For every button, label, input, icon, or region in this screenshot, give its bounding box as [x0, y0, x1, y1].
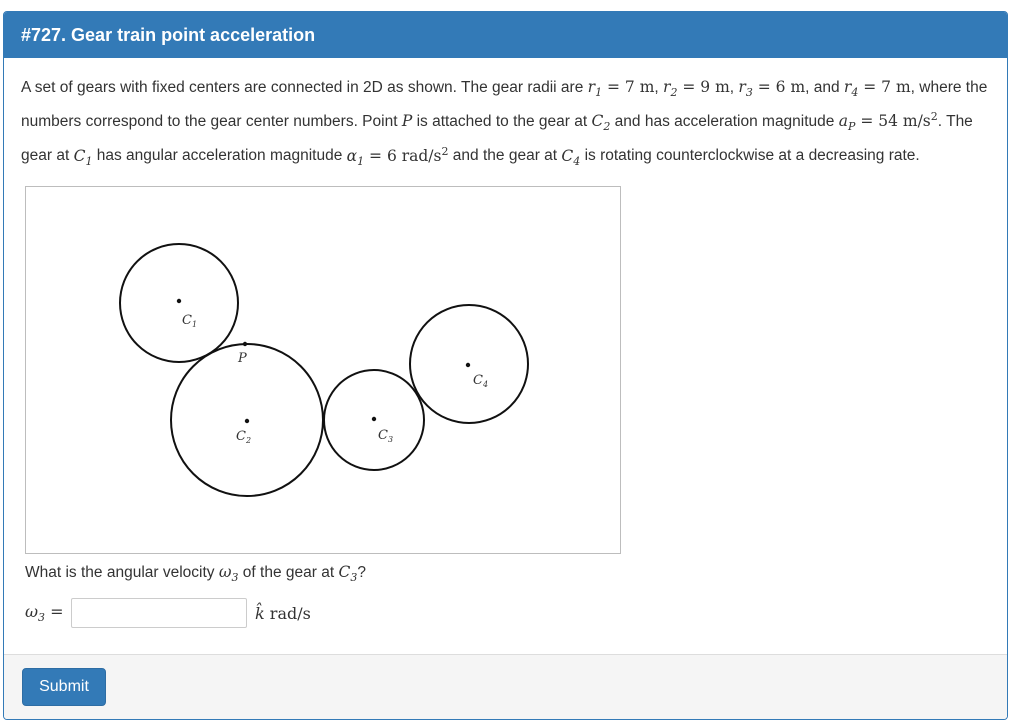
answer-prompt: What is the angular velocity $\omega_3$ of the gear at $C_3$? [25, 563, 366, 585]
center-c1-dot [177, 299, 181, 303]
point-p-dot [243, 342, 247, 346]
panel-heading [4, 12, 1007, 58]
label-p: P [238, 351, 247, 366]
question-title: #727. Gear train point acceleration [21, 25, 316, 45]
answer-row [25, 597, 311, 629]
label-c1: $C_1$ [182, 313, 198, 329]
question-text: A set of gears with fixed centers are connected in 2D as shown. The gear radii are $r_1 = 7$ m, $r_2 = 9$ m, $r_3 = 6$ m, and $r_4 = 7$ m, where the numbers correspond to the gear center numbers. Point P is attached to the gear at $C_2$ and has acceleration magnitude $a_P = 54$ $m/s^2$. The gear at $C_1$ has angular acceleration magnitude $\alpha_1 = 6$ rad/$s^2$ and the gear at $C_4$ is rotating counterclockwise at a decreasing rate. [21, 78, 988, 168]
center-c4-dot [466, 363, 470, 367]
label-c4: $C_4$ [473, 373, 489, 389]
center-c3-dot [372, 417, 376, 421]
answer-unit: k̂ rad/s [255, 603, 311, 623]
gear-diagram [25, 186, 621, 554]
panel-body [21, 75, 992, 625]
submit-button[interactable]: Submit [22, 668, 106, 706]
center-c2-dot [245, 419, 249, 423]
panel-footer [4, 654, 1007, 719]
label-c3: $C_3$ [378, 428, 394, 444]
question-panel [3, 11, 1008, 720]
label-c2: $C_2$ [236, 429, 252, 445]
omega3-input[interactable] [71, 598, 247, 628]
answer-label: $\omega_3$ = [25, 601, 64, 625]
